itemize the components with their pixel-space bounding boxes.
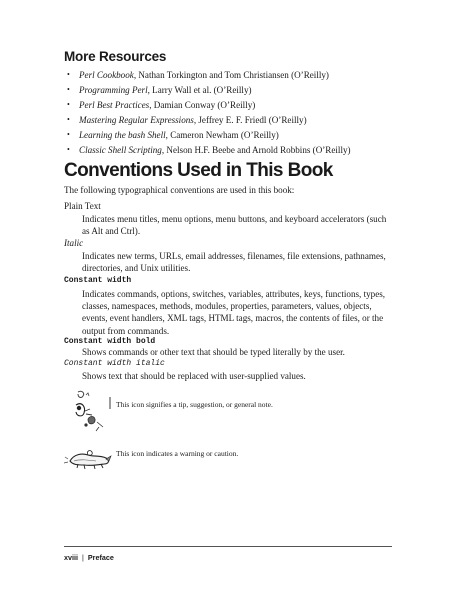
book-title: Classic Shell Scripting	[79, 144, 162, 155]
term-description: Indicates commands, options, switches, variables, attributes, keys, functions, types, classes, namespaces, methods, modules, properties, parameters, values, objects, events, event handlers, XML tags, HTML tags, macros, the contents of files, or the output from commands.	[82, 289, 386, 336]
page-footer	[64, 546, 392, 562]
section-heading-conventions: Conventions Used in This Book	[64, 160, 333, 181]
section-heading-more-resources: More Resources	[64, 49, 167, 64]
book-author: , Damian Conway (O’Reilly)	[149, 99, 256, 110]
book-title: Mastering Regular Expressions	[79, 114, 194, 125]
term-description: Shows text that should be replaced with user-supplied values.	[82, 371, 306, 381]
book-author: , Jeffrey E. F. Friedl (O’Reilly)	[193, 114, 307, 125]
bullet-icon: •	[67, 70, 70, 79]
book-title: Programming Perl	[79, 84, 148, 95]
term-description: Indicates new terms, URLs, email addresses, filenames, file extensions, pathnames, directories, and Unix utilities.	[82, 251, 386, 274]
book-author: , Larry Wall et al. (O’Reilly)	[147, 84, 252, 95]
tip-icon	[72, 389, 114, 433]
list-item	[64, 68, 404, 83]
footer-separator: |	[82, 553, 84, 562]
footer-text	[64, 553, 114, 562]
tip-note	[64, 389, 394, 433]
list-item	[64, 98, 404, 113]
term-plain-text: Plain Text	[64, 201, 101, 211]
list-item	[64, 143, 404, 158]
book-title: Learning the bash Shell	[79, 129, 166, 140]
term-italic: Italic	[64, 238, 84, 248]
book-title: Perl Best Practices	[79, 99, 150, 110]
term-constant-width-bold: Constant width bold	[64, 337, 156, 346]
book-author: , Nelson H.F. Beebe and Arnold Robbins (O’Reilly)	[161, 144, 351, 155]
footer-section: Preface	[87, 553, 114, 562]
bullet-icon: •	[67, 129, 70, 139]
bullet-icon: •	[67, 84, 70, 94]
list-item	[64, 113, 404, 128]
term-description: Shows commands or other text that should be typed literally by the user.	[82, 347, 345, 357]
book-author: , Nathan Torkington and Tom Christiansen (O’Reilly)	[133, 70, 329, 80]
bullet-icon: •	[67, 99, 70, 109]
conventions-intro: The following typographical conventions are used in this book:	[64, 185, 295, 195]
bullet-icon: •	[67, 144, 70, 154]
warning-text: This icon indicates a warning or caution.	[116, 449, 239, 458]
list-item	[64, 83, 404, 98]
warning-icon	[64, 437, 114, 471]
list-item	[64, 128, 404, 143]
warning-note	[64, 437, 394, 471]
bullet-icon: •	[67, 114, 70, 124]
term-constant-width: Constant width	[64, 276, 132, 285]
page-number: xviii	[64, 553, 78, 562]
resources-list	[64, 68, 404, 157]
book-title: Perl Cookbook	[79, 70, 134, 80]
book-author: , Cameron Newham (O’Reilly)	[165, 129, 279, 140]
term-description: Indicates menu titles, menu options, menu buttons, and keyboard accelerators (such as Alt and Ctrl).	[82, 214, 387, 237]
term-constant-width-italic: Constant width italic	[64, 359, 165, 368]
tip-text: This icon signifies a tip, suggestion, or general note.	[116, 400, 273, 409]
